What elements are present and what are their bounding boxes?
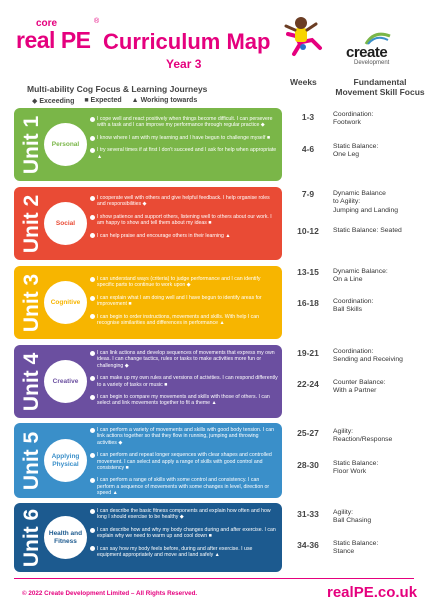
jumping-child-icon bbox=[282, 14, 324, 58]
focus-title: Multi-ability Cog Focus & Learning Journeys bbox=[27, 84, 208, 94]
skill-focus-2: Static Balance: One Leg bbox=[333, 143, 379, 159]
unit-1-label: Unit 1 bbox=[20, 115, 43, 174]
list-item: I can describe how and why my body changes during and after exercise. I can explain why we need to warm up and cool down ■ bbox=[90, 527, 278, 540]
unit-6-card bbox=[14, 503, 282, 572]
legend-label: Expected bbox=[90, 97, 122, 104]
legend-item-exceeding bbox=[32, 97, 74, 105]
logo-real-pe-text: real PE bbox=[16, 27, 91, 53]
list-item: I cooperate well with others and give helpful feedback. I help organise roles and responsibilities ◆ bbox=[90, 195, 278, 208]
skill-focus-5: Dynamic Balance: On a Line bbox=[333, 268, 388, 284]
weeks-16-18: 16-18 bbox=[297, 298, 319, 308]
create-logo-sub: Development bbox=[354, 60, 390, 66]
skill-focus-7: Coordination: Sending and Receiving bbox=[333, 348, 403, 364]
skill-focus-header-line1: Fundamental bbox=[353, 77, 407, 87]
weeks-13-15: 13-15 bbox=[297, 267, 319, 277]
unit-5-label: Unit 5 bbox=[20, 431, 43, 490]
list-item: I can begin to compare my movements and skills with those of others. I can select and link movements together to fit a theme ▲ bbox=[90, 394, 278, 407]
weeks-25-27: 25-27 bbox=[297, 428, 319, 438]
weeks-31-33: 31-33 bbox=[297, 509, 319, 519]
list-item: I can understand ways (criteria) to judge performance and I can identify specific parts to continue to work upon ◆ bbox=[90, 276, 278, 289]
unit-4-card bbox=[14, 345, 282, 418]
legend-item-expected bbox=[84, 97, 121, 105]
unit-3-card bbox=[14, 266, 282, 339]
unit-6-bullets bbox=[90, 508, 278, 564]
skill-focus-column-header bbox=[332, 77, 428, 97]
cog-health-fitness-badge: Health and Fitness bbox=[44, 516, 87, 559]
skill-focus-9: Agility: Reaction/Response bbox=[333, 428, 393, 444]
list-item: I can perform a range of skills with some control and consistency. I can perform a sequence of movements with some changes in level, direction or speed ▲ bbox=[90, 477, 278, 496]
cog-applying-physical-badge: Applying Physical bbox=[44, 439, 87, 482]
cog-social-badge: Social bbox=[44, 202, 87, 245]
square-icon: ■ bbox=[84, 97, 89, 104]
legend-item-working-towards bbox=[132, 97, 198, 105]
diamond-icon: ◆ bbox=[32, 98, 38, 105]
list-item: I try several times if at first I don't succeed and I ask for help when appropriate ▲ bbox=[90, 147, 278, 160]
footer-divider bbox=[14, 578, 414, 579]
skill-focus-1: Coordination: Footwork bbox=[333, 111, 374, 127]
list-item: I show patience and support others, listening well to others about our work. I am happy to show and tell them about my ideas ■ bbox=[90, 214, 278, 227]
skill-focus-8: Counter Balance: With a Partner bbox=[333, 379, 386, 395]
weeks-34-36: 34-36 bbox=[297, 540, 319, 550]
weeks-22-24: 22-24 bbox=[297, 379, 319, 389]
legend-label: Working towards bbox=[140, 97, 198, 104]
copyright-text: © 2022 Create Development Limited – All Rights Reserved. bbox=[22, 590, 198, 597]
skill-focus-11: Agility: Ball Chasing bbox=[333, 509, 372, 525]
unit-2-card bbox=[14, 187, 282, 260]
unit-2-label: Unit 2 bbox=[20, 194, 43, 253]
triangle-icon: ▲ bbox=[131, 97, 139, 104]
unit-1-bullets bbox=[90, 116, 278, 166]
unit-2-bullets bbox=[90, 195, 278, 245]
list-item: I cope well and react positively when things become difficult. I can persevere with a task and I can improve my performance through regular practice ◆ bbox=[90, 116, 278, 129]
logo-registered-mark: ® bbox=[94, 18, 100, 25]
weeks-19-21: 19-21 bbox=[297, 348, 319, 358]
list-item: I can describe the basic fitness components and explain how often and how long I should exercise to be healthy ◆ bbox=[90, 508, 278, 521]
weeks-1-3: 1-3 bbox=[301, 112, 315, 122]
weeks-column-header: Weeks bbox=[290, 77, 317, 87]
weeks-4-6: 4-6 bbox=[301, 144, 315, 154]
list-item: I know where I am with my learning and I have begun to challenge myself ■ bbox=[90, 135, 278, 141]
list-item: I can explain what I am doing well and I have begun to identify areas for improvement ■ bbox=[90, 295, 278, 308]
list-item: I can help praise and encourage others in their learning ▲ bbox=[90, 233, 278, 239]
page-subtitle: Year 3 bbox=[166, 57, 202, 71]
unit-4-bullets bbox=[90, 350, 278, 413]
cog-cognitive-badge: Cognitive bbox=[44, 281, 87, 324]
list-item: I can say how my body feels before, during and after exercise. I use equipment appropriately and move and land safely ▲ bbox=[90, 546, 278, 559]
list-item: I can begin to order instructions, movements and skills. With help I can recognise similarities and differences in performance ▲ bbox=[90, 314, 278, 327]
logo-core-text: core bbox=[36, 18, 58, 29]
legend-label: Exceeding bbox=[39, 98, 75, 105]
weeks-28-30: 28-30 bbox=[297, 460, 319, 470]
list-item: I can make up my own rules and versions of activities. I can respond differently to a variety of tasks or music ■ bbox=[90, 375, 278, 388]
page-header bbox=[0, 0, 429, 78]
website-link[interactable]: realPE.co.uk bbox=[327, 584, 418, 601]
create-development-logo bbox=[346, 44, 410, 70]
unit-3-bullets bbox=[90, 276, 278, 332]
list-item: I can perform a variety of movements and skills with good body tension. I can link actions together so that they flow in running, jumping and throwing activities ◆ bbox=[90, 427, 278, 446]
cog-personal-badge: Personal bbox=[44, 123, 87, 166]
skill-focus-header-line2: Movement Skill Focus bbox=[335, 87, 425, 97]
legend bbox=[32, 97, 197, 105]
cog-creative-badge: Creative bbox=[44, 360, 87, 403]
unit-5-card bbox=[14, 423, 282, 498]
unit-3-label: Unit 3 bbox=[20, 273, 43, 332]
skill-focus-10: Static Balance: Floor Work bbox=[333, 460, 379, 476]
skill-focus-6: Coordination: Ball Skills bbox=[333, 298, 374, 314]
skill-focus-4: Static Balance: Seated bbox=[333, 227, 402, 234]
list-item: I can link actions and develop sequences of movements that express my own ideas. I can change tactics, rules or tasks to make activities more fun or challenging ◆ bbox=[90, 350, 278, 369]
unit-5-bullets bbox=[90, 427, 278, 503]
skill-focus-3: Dynamic Balance to Agility: Jumping and Landing bbox=[333, 190, 398, 214]
weeks-7-9: 7-9 bbox=[301, 189, 315, 199]
weeks-10-12: 10-12 bbox=[297, 226, 319, 236]
create-logo-word: create bbox=[346, 44, 388, 61]
page-title: Curriculum Map bbox=[103, 29, 271, 54]
unit-6-label: Unit 6 bbox=[20, 508, 43, 567]
list-item: I can perform and repeat longer sequences with clear shapes and controlled movement. I can select and apply a range of skills with good control and consistency ■ bbox=[90, 452, 278, 471]
unit-1-card bbox=[14, 108, 282, 181]
unit-4-label: Unit 4 bbox=[20, 352, 43, 411]
skill-focus-12: Static Balance: Stance bbox=[333, 540, 379, 556]
